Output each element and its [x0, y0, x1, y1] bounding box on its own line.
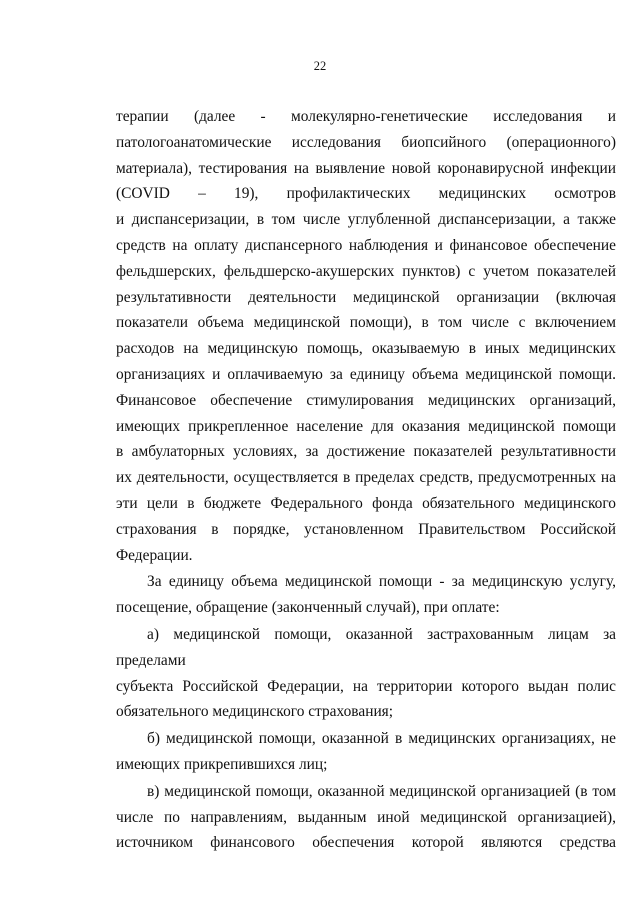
text-line: и диспансеризации, в том числе углубленной диспансеризации, а также	[116, 211, 616, 229]
paragraph-5	[116, 779, 616, 856]
text-line: За единицу объема медицинской помощи - за медицинскую услугу,	[147, 573, 616, 591]
paragraph-4	[116, 726, 616, 778]
text-line: источником финансового обеспечения которой являются средства	[116, 834, 616, 852]
text-line: обязательного медицинского страхования;	[116, 703, 394, 721]
paragraph-2	[116, 569, 616, 621]
page-number: 22	[313, 59, 327, 73]
text-line: результативности деятельности медицинской организации (включая	[116, 288, 616, 306]
text-line: (COVID – 19), профилактических медицинских осмотров	[116, 185, 616, 203]
text-line: в амбулаторных условиях, за достижение показателей результативности	[116, 443, 616, 461]
text-line: субъекта Российской Федерации, на территории которого выдан полис	[116, 677, 616, 695]
paragraph-1	[116, 104, 616, 568]
text-line: организациях и оплачиваемую за единицу объема медицинской помощи.	[116, 365, 616, 383]
text-line: посещение, обращение (законченный случай), при оплате:	[116, 599, 500, 617]
text-line: средств на оплату диспансерного наблюдения и финансовое обеспечение	[116, 236, 616, 254]
text-line: терапии (далее - молекулярно-генетические исследования и	[116, 108, 616, 125]
text-line: показатели объема медицинской помощи), в том числе с включением	[116, 314, 616, 332]
text-line: числе по направлениям, выданным иной медицинской организацией),	[116, 808, 616, 826]
document-body	[116, 104, 616, 856]
text-line: имеющих прикрепленное население для оказания медицинской помощи	[116, 417, 616, 435]
paragraph-3	[116, 622, 616, 725]
text-line: их деятельности, осуществляется в пределах средств, предусмотренных на	[116, 469, 616, 487]
text-line: б) медицинской помощи, оказанной в медицинских организациях, не	[147, 730, 616, 748]
text-line: Федерации.	[116, 546, 193, 564]
text-line: имеющих прикрепившихся лиц;	[116, 755, 328, 773]
text-line: а) медицинской помощи, оказанной застрахованным лицам за пределами	[116, 625, 616, 669]
text-line: Финансовое обеспечение стимулирования медицинских организаций,	[116, 391, 616, 409]
text-line: фельдшерских, фельдшерско-акушерских пунктов) с учетом показателей	[116, 262, 616, 280]
text-line: расходов на медицинскую помощь, оказываемую в иных медицинских	[116, 340, 616, 358]
text-line: патологоанатомические исследования биопсийного (операционного)	[116, 133, 616, 151]
text-line: в) медицинской помощи, оказанной медицинской организацией (в том	[147, 782, 616, 800]
text-line: страхования в порядке, установленном Правительством Российской	[116, 520, 616, 538]
text-line: эти цели в бюджете Федерального фонда обязательного медицинского	[116, 494, 616, 512]
text-line: материала), тестирования на выявление новой коронавирусной инфекции	[116, 159, 616, 177]
